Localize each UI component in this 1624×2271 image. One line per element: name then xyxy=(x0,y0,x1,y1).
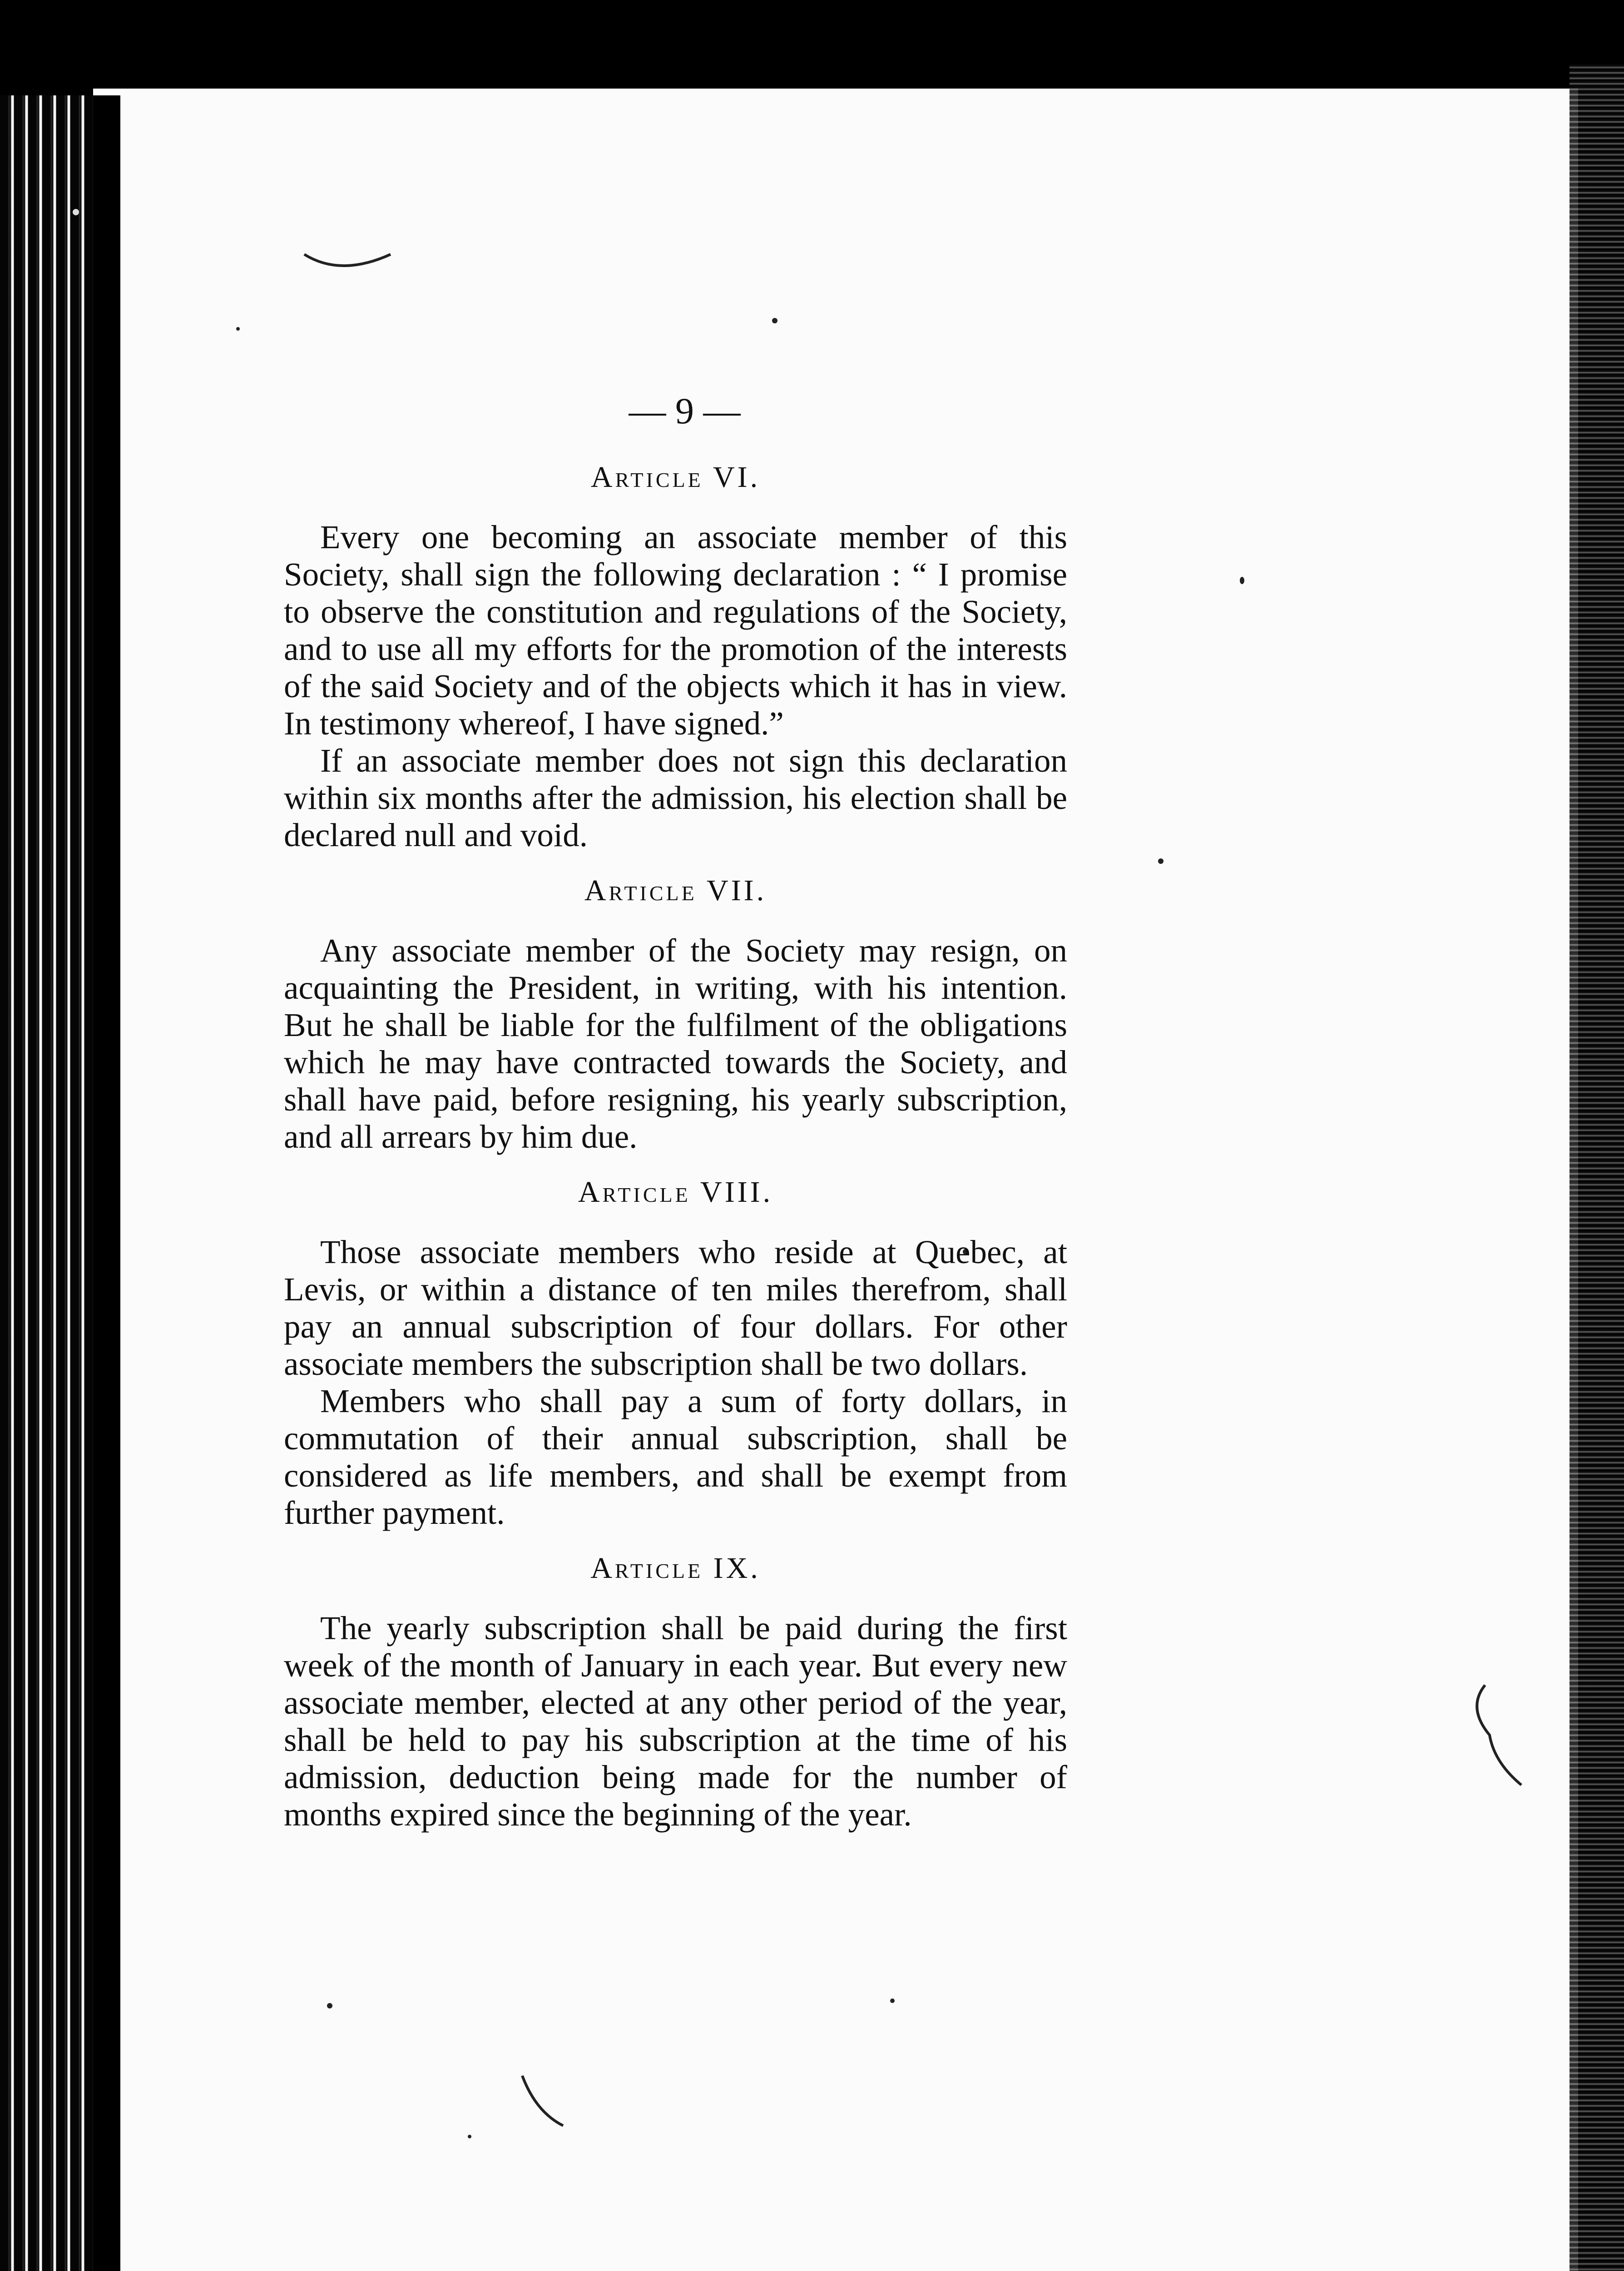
article-section xyxy=(284,1174,1067,1532)
scan-speck xyxy=(327,2003,332,2008)
gutter-shadow xyxy=(93,95,120,2271)
scan-mark xyxy=(518,2071,572,2135)
scan-speck xyxy=(1240,577,1244,584)
article-heading: Article VI. xyxy=(590,461,761,494)
article-paragraph: Members who shall pay a sum of forty dollars, in commutation of their annual subscription, shall be considered as life members, and shall be exempt from further payment. xyxy=(284,1383,1067,1531)
scan-speck xyxy=(73,209,79,215)
article-paragraph: Those associate members who reside at Quebec, at Levis, or within a distance of ten miles therefrom, shall pay an annual subscription of four dollars. For other associate members the subscription shall be two dollars. xyxy=(284,1234,1067,1382)
scan-mark xyxy=(300,245,400,277)
article-heading: Article VIII. xyxy=(578,1175,773,1209)
article-section xyxy=(284,872,1067,1155)
article-paragraph: The yearly subscription shall be paid during the first week of the month of January in each year. But every new associate member, elected at any other period of the year, shall be held to pay his subscription at the time of his admission, deduction being made for the number of months expired since the beginning of the year. xyxy=(284,1610,1067,1833)
article-section xyxy=(284,459,1067,854)
page-number: — 9 — xyxy=(629,390,741,431)
article-paragraph: Every one becoming an associate member of this Society, shall sign the following declaration : “ I promise to observe the constitution and regulations of the Society, and to use all my efforts for the promotion of the interests of the said Society and of the objects which it has in view. In testimony whereof, I have signed.” xyxy=(284,519,1067,742)
article-section xyxy=(284,1550,1067,1833)
page-fore-edge xyxy=(1570,64,1624,2271)
article-paragraph: Any associate member of the Society may resign, on acquainting the President, in writing, with his intention. But he shall be liable for the fulfilment of the obligations which he may have contracted towards the Society, and shall have paid, before resigning, his yearly subscription, and all arrears by him due. xyxy=(284,932,1067,1155)
scan-mark xyxy=(1467,1681,1526,1799)
article-heading: Article VII. xyxy=(584,874,767,907)
scan-top-border xyxy=(0,0,1624,91)
scan-speck xyxy=(236,327,240,331)
scan-speck xyxy=(890,1998,895,2003)
article-heading: Article IX. xyxy=(590,1552,761,1585)
article-paragraph: If an associate member does not sign this declaration within six months after the admission, his election shall be declared null and void. xyxy=(284,742,1067,853)
scan-speck xyxy=(772,318,777,323)
scan-speck xyxy=(1158,858,1164,864)
page-text-block xyxy=(284,391,1067,1851)
scan-speck xyxy=(468,2135,471,2138)
